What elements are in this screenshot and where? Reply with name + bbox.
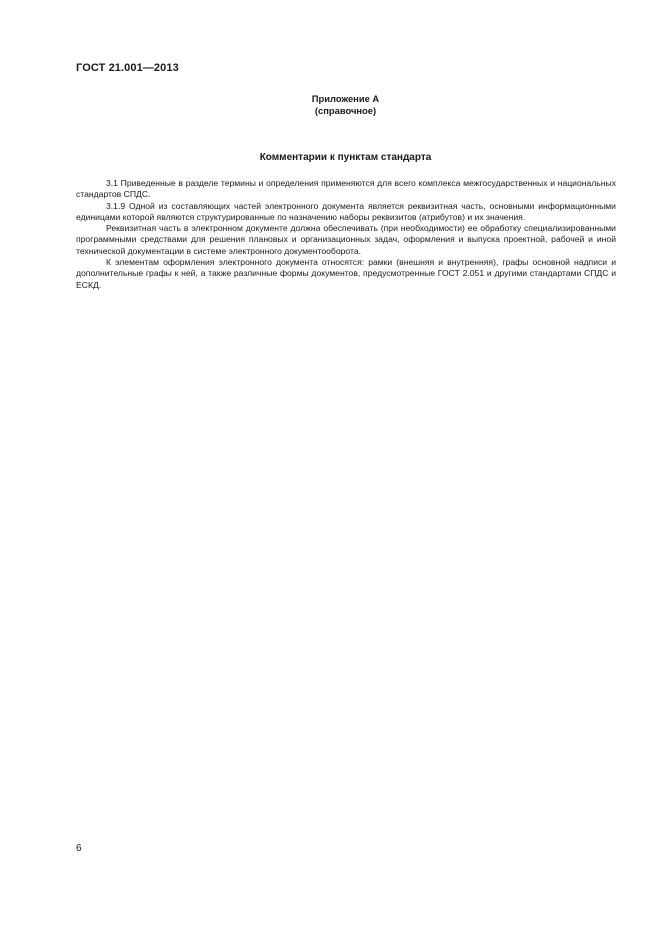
section-heading — [0, 152, 661, 163]
page-number: 6 — [76, 843, 82, 854]
appendix-title: Приложение А — [311, 93, 380, 104]
appendix-heading — [0, 93, 661, 117]
paragraph: Реквизитная часть в электронном документе должна обеспечивать (при необходимости) ее обработку специализированными программными средствами для решения плановых и организационных задач, оформления и выпуска проектной, рабочей и иной технической документации в системе электронного документооборота. — [76, 223, 616, 256]
paragraph: К элементам оформления электронного документа относятся: рамки (внешняя и внутренняя), графы основной надписи и дополнительные графы к ней, а также различные формы документов, предусмотренные ГОСТ 2.051 и другими стандартами СПДС и ЕСКД. — [76, 257, 616, 290]
document-code: ГОСТ 21.001—2013 — [76, 62, 179, 74]
appendix-subtitle: (справочное) — [314, 105, 377, 116]
paragraph: 3.1 Приведенные в разделе термины и определения применяются для всего комплекса межгосударственных и национальных стандартов СПДС. — [76, 178, 616, 200]
section-title: Комментарии к пунктам стандарта — [259, 152, 432, 163]
paragraph: 3.1.9 Одной из составляющих частей электронного документа является реквизитная часть, основными информационными единицами которой являются структурированные по назначению наборы реквизитов (атрибутов) и их значения. — [76, 200, 616, 222]
body-text — [76, 178, 616, 291]
